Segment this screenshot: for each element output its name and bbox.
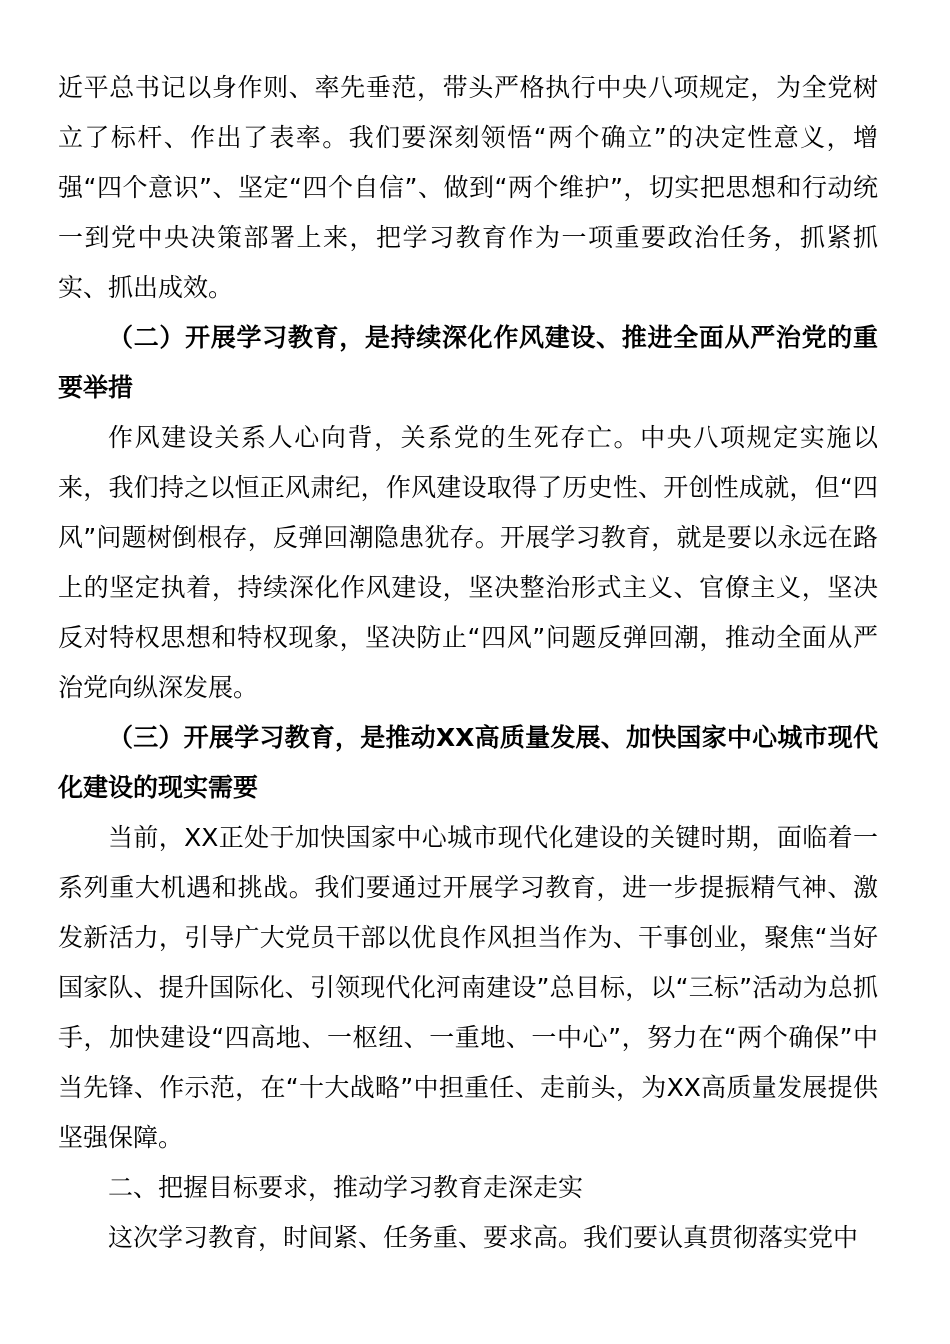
paragraph-work-style: 作风建设关系人心向背，关系党的生死存亡。中央八项规定实施以来，我们持之以恒正风肃纪，作风建设取得了历史性、开创性成就，但“四风”问题树倒根存，反弹回潮隐患犹存。开展学习教育，就是要以永远在路上的坚定执着，持续深化作风建设，坚决整治形式主义、官僚主义，坚决反对特权思想和特权现象，坚决防止“四风”问题反弹回潮，推动全面从严治党向纵深发展。 <box>58 423 878 702</box>
paragraph-development: 当前，XX正处于加快国家中心城市现代化建设的关键时期，面临着一系列重大机遇和挑战。我们要通过开展学习教育，进一步提振精气神、激发新活力，引导广大党员干部以优良作风担当作为、干事创业，聚焦“当好国家队、提升国际化、引领现代化河南建设”总目标，以“三标”活动为总抓手，加快建设“四高地、一枢纽、一重地、一中心”，努力在“两个确保”中当先锋、作示范，在“十大战略”中担重任、走前头，为XX高质量发展提供坚强保障。 <box>58 823 878 1152</box>
chapter-heading-2: 二、把握目标要求，推动学习教育走深走实 <box>108 1173 584 1202</box>
document-body <box>58 63 878 1263</box>
paragraph-continued: 近平总书记以身作则、率先垂范，带头严格执行中央八项规定，为全党树立了标杆、作出了表率。我们要深刻领悟“两个确立”的决定性意义，增强“四个意识”、坚定“四个自信”、做到“两个维护”，切实把思想和行动统一到党中央决策部署上来，把学习教育作为一项重要政治任务，抓紧抓实、抓出成效。 <box>58 73 878 302</box>
paragraph-requirements: 这次学习教育，时间紧、任务重、要求高。我们要认真贯彻落实党中 <box>108 1223 859 1252</box>
section-heading-2: （二）开展学习教育，是持续深化作风建设、推进全面从严治党的重要举措 <box>58 323 878 402</box>
section-heading-3: （三）开展学习教育，是推动XX高质量发展、加快国家中心城市现代化建设的现实需要 <box>58 723 878 802</box>
